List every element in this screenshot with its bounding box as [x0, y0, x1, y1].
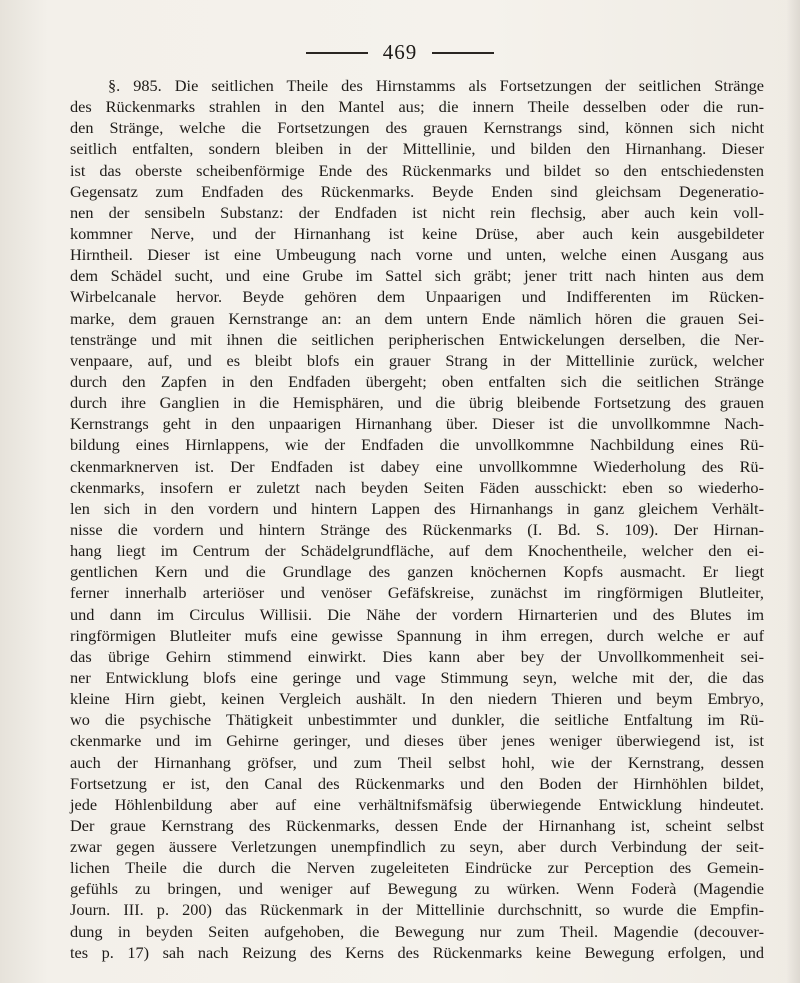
text-line: ferner innerhalb arteriöser und venöser Gefäfskreise, zunächst im ringförmigen Blutleiter,: [70, 583, 764, 603]
text-line: jede Höhlenbildung aber auf eine verhältnifsmäfsig überwiegende Entwicklung hindeutet.: [70, 794, 764, 814]
text-line: Kernstrangs geht in den unpaarigen Hirnanhang über. Dieser ist die unvollkommne Nach-: [70, 414, 764, 434]
text-line: Gegensatz zum Endfaden des Rückenmarks. Beyde Enden sind gleichsam Degeneratio-: [70, 181, 764, 201]
text-line: venpaare, auf, und es bleibt blofs ein grauer Strang in der Mittellinie zurück, welcher: [70, 350, 764, 370]
text-line: ckenmarks, insofern er zuletzt nach beyden Seiten Fäden ausschickt: eben so wiederho-: [70, 477, 764, 497]
text-line: len sich in den vordern und hintern Lappen des Hirnanhangs in ganz gleichem Verhält-: [70, 498, 764, 518]
text-line: nen der sensibeln Substanz: der Endfaden ist nicht rein flechsig, aber auch kein voll-: [70, 202, 764, 222]
text-line: ckenmarknerven ist. Der Endfaden ist dabey eine unvollkommne Wiederholung des Rü-: [70, 456, 764, 476]
text-line: ckenmarke und im Gehirne geringer, und dieses über jenes weniger überwiegend ist, ist: [70, 731, 764, 751]
paragraph-985: [70, 75, 764, 963]
text-line: nisse die vordern und hintern Stränge des Rückenmarks (I. Bd. S. 109). Der Hirnan-: [70, 519, 764, 539]
text-line: das übrige Gehirn stimmend einwirkt. Dies kann aber bey der Unvollkommenheit sei-: [70, 646, 764, 666]
text-line: lichen Theile die durch die Nerven zugeleiteten Eindrücke zur Perception des Gemein-: [70, 858, 764, 878]
text-line: ist das oberste scheibenförmige Ende des Rückenmarks und bildet so den entschiedensten: [70, 160, 764, 180]
page-number: 469: [382, 40, 418, 64]
text-line: bildung eines Hirnlappens, wie der Endfaden die unvollkommne Nachbildung eines Rü-: [70, 435, 764, 455]
text-line: kommner Nerve, und der Hirnanhang ist keine Drüse, aber auch kein ausgebildeter: [70, 223, 764, 243]
header-rule-right: [432, 52, 494, 54]
text-line: dung in beyden Seiten aufgehoben, die Bewegung nur zum Theil. Magendie (decouver-: [70, 921, 764, 941]
text-line: des Rückenmarks strahlen in den Mantel aus; die innern Theile desselben oder die run-: [70, 97, 764, 117]
text-line: §. 985. Die seitlichen Theile des Hirnstamms als Fortsetzungen der seitlichen Stränge: [108, 76, 764, 95]
text-line: zwar gegen äussere Verletzungen unempfindlich zu seyn, aber durch Verbindung der seit-: [70, 837, 764, 857]
text-line: Fortsetzung er ist, den Canal des Rückenmarks und den Boden der Hirnhöhlen bildet,: [70, 773, 764, 793]
text-line: Wirbelcanale hervor. Beyde gehören dem Unpaarigen und Indifferenten im Rücken-: [70, 287, 764, 307]
text-line: ner Entwicklung blofs eine geringe und vage Stimmung seyn, welche mit der, die das: [70, 667, 764, 687]
text-line: wo die psychische Thätigkeit unbestimmter und dunkler, die seitliche Entfaltung im Rü-: [70, 710, 764, 730]
text-line: tenstränge und mit ihnen die seitlichen peripherischen Entwickelungen derselben, die Ner-: [70, 329, 764, 349]
text-line: auch der Hirnanhang gröfser, und zum Theil selbst hohl, wie der Kernstrang, dessen: [70, 752, 764, 772]
text-line: marke, dem grauen Kernstrange an: an dem untern Ende nämlich hören die grauen Sei-: [70, 308, 764, 328]
scan-shadow: [786, 0, 800, 983]
text-line: Der graue Kernstrang des Rückenmarks, dessen Ende der Hirnanhang ist, scheint selbst: [70, 815, 764, 835]
text-line: kleine Hirn giebt, keinen Vergleich aushält. In den niedern Thieren und beym Embryo,: [70, 689, 764, 709]
header-rule-left: [306, 52, 368, 54]
text-line: durch den Zapfen in den Endfaden übergeht; oben entfalten sich die seitlichen Stränge: [70, 371, 764, 391]
text-line: Hirntheil. Dieser ist eine Umbeugung nach vorne und unten, welche einen Ausgang aus: [70, 245, 764, 265]
text-line: dem Schädel sucht, und eine Grube im Sattel sich gräbt; jener tritt nach hinten aus dem: [70, 266, 764, 286]
text-line: und dann im Circulus Willisii. Die Nähe der vordern Hirnarterien und des Blutes im: [70, 604, 764, 624]
text-line: hang liegt im Centrum der Schädelgrundfläche, auf dem Knochentheile, welcher den ei-: [70, 541, 764, 561]
text-line: Journ. III. p. 200) das Rückenmark in der Mittellinie durchschnitt, so wurde die Empfin-: [70, 900, 764, 920]
text-line: gefühls zu bringen, und weniger auf Bewegung zu würken. Wenn Foderà (Magendie: [70, 879, 764, 899]
page-header: [0, 40, 800, 66]
text-line: den Stränge, welche die Fortsetzungen des grauen Kernstrangs sind, können sich nicht: [70, 118, 764, 138]
text-line: durch ihre Ganglien in die Hemisphären, und die übrig bleibende Fortsetzung des grauen: [70, 393, 764, 413]
text-line: ringförmigen Blutleiter mufs eine gewisse Spannung in ihm erregen, durch welche er auf: [70, 625, 764, 645]
text-line: gentlichen Kern und die Grundlage des ganzen knöchernen Kopfs ausmacht. Er liegt: [70, 562, 764, 582]
text-line: seitlich entfalten, sondern bleiben in der Mittellinie, und bilden den Hirnanhang. Dieser: [70, 139, 764, 159]
text-line: tes p. 17) sah nach Reizung des Kerns des Rückenmarks keine Bewegung erfolgen, und: [70, 942, 764, 962]
